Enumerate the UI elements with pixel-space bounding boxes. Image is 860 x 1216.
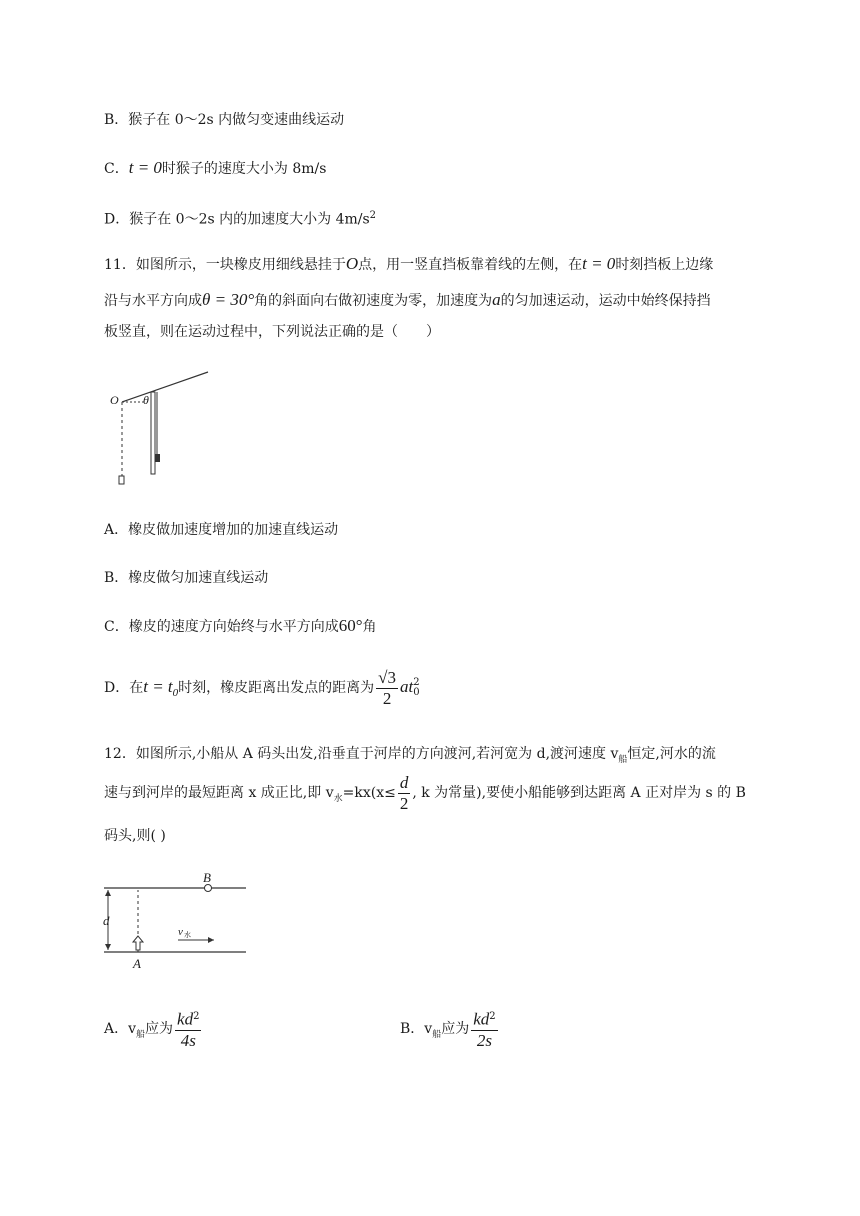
q12-figure-label-b: B (203, 870, 211, 885)
q12-figure-label-v: v (178, 926, 183, 938)
q11-option-c: C．橡皮的速度方向始终与水平方向成60°角 (104, 616, 377, 635)
q12-option-a: A．$v_船$应为 $\frac{kd^2}{4s}$ (104, 1006, 203, 1058)
q11-option-b: B．橡皮做匀加速直线运动 (104, 570, 269, 586)
q11-figure-label-theta: θ (143, 393, 149, 407)
q11-figure (104, 366, 216, 490)
q11-option-d-fraction: $\frac{√3}{2}$ (378, 667, 396, 708)
q12-option-b-fraction: $\frac{kd^2}{2s}$ (471, 1007, 497, 1052)
q11-option-a: A．橡皮做加速度增加的加速直线运动 (104, 522, 339, 538)
q12-stem-line-2: 速与到河岸的最短距离 x 成正比,即 $v_水=kx(x\le$ $\frac{d}{2}$ , k 为常量),要使小船能够到达距离 A 正对岸为 s 的 B (104, 772, 746, 813)
q11-figure-label-o: O (110, 393, 119, 407)
q12-figure (100, 866, 250, 970)
q10-option-c-equation: t = 0 (128, 158, 162, 177)
q10-option-b: B．猴子在 0～2s 内做匀变速曲线运动 (104, 112, 345, 128)
q12-stem-line-1: 12．如图所示,小船从 A 码头出发,沿垂直于河岸的方向渡河,若河宽为 d,渡河速度 $v_船$恒定,河水的流 (104, 746, 716, 765)
q12-figure-label-v-sub: 水 (184, 931, 191, 939)
q12-stem-line-3: 码头,则( ) (104, 828, 166, 844)
q11-stem-line-1: 11．如图所示，一块橡皮用细线悬挂于O点，用一竖直挡板靠着线的左侧，在t = 0时刻挡板上边缘 (104, 254, 714, 273)
q12-figure-label-a: A (133, 956, 141, 970)
q12-stem-fraction: $\frac{d}{2}$ (399, 772, 409, 813)
q11-option-d: D．在$t = t_0$时刻，橡皮距离出发点的距离为 $\frac{√3}{2}$ at 2 0 (104, 667, 420, 708)
q12-figure-label-d: d (103, 913, 110, 928)
q11-stem-line-2: 沿与水平方向成θ = 30°角的斜面向右做初速度为零，加速度为a的匀加速运动，运动中始终保持挡 (104, 290, 711, 309)
q12-option-b: B．$v_船$应为 $\frac{kd^2}{2s}$ (400, 1006, 500, 1058)
q10-option-c: C．t = 0时猴子的速度大小为 8m/s (104, 158, 327, 177)
q10-option-d: D．猴子在 0～2s 内的加速度大小为 $4m/s^2$ (104, 210, 377, 228)
q12-option-a-fraction: $\frac{kd^2}{4s}$ (175, 1007, 201, 1052)
q11-stem-line-3: 板竖直，则在运动过程中，下列说法正确的是（ ） (104, 324, 440, 340)
